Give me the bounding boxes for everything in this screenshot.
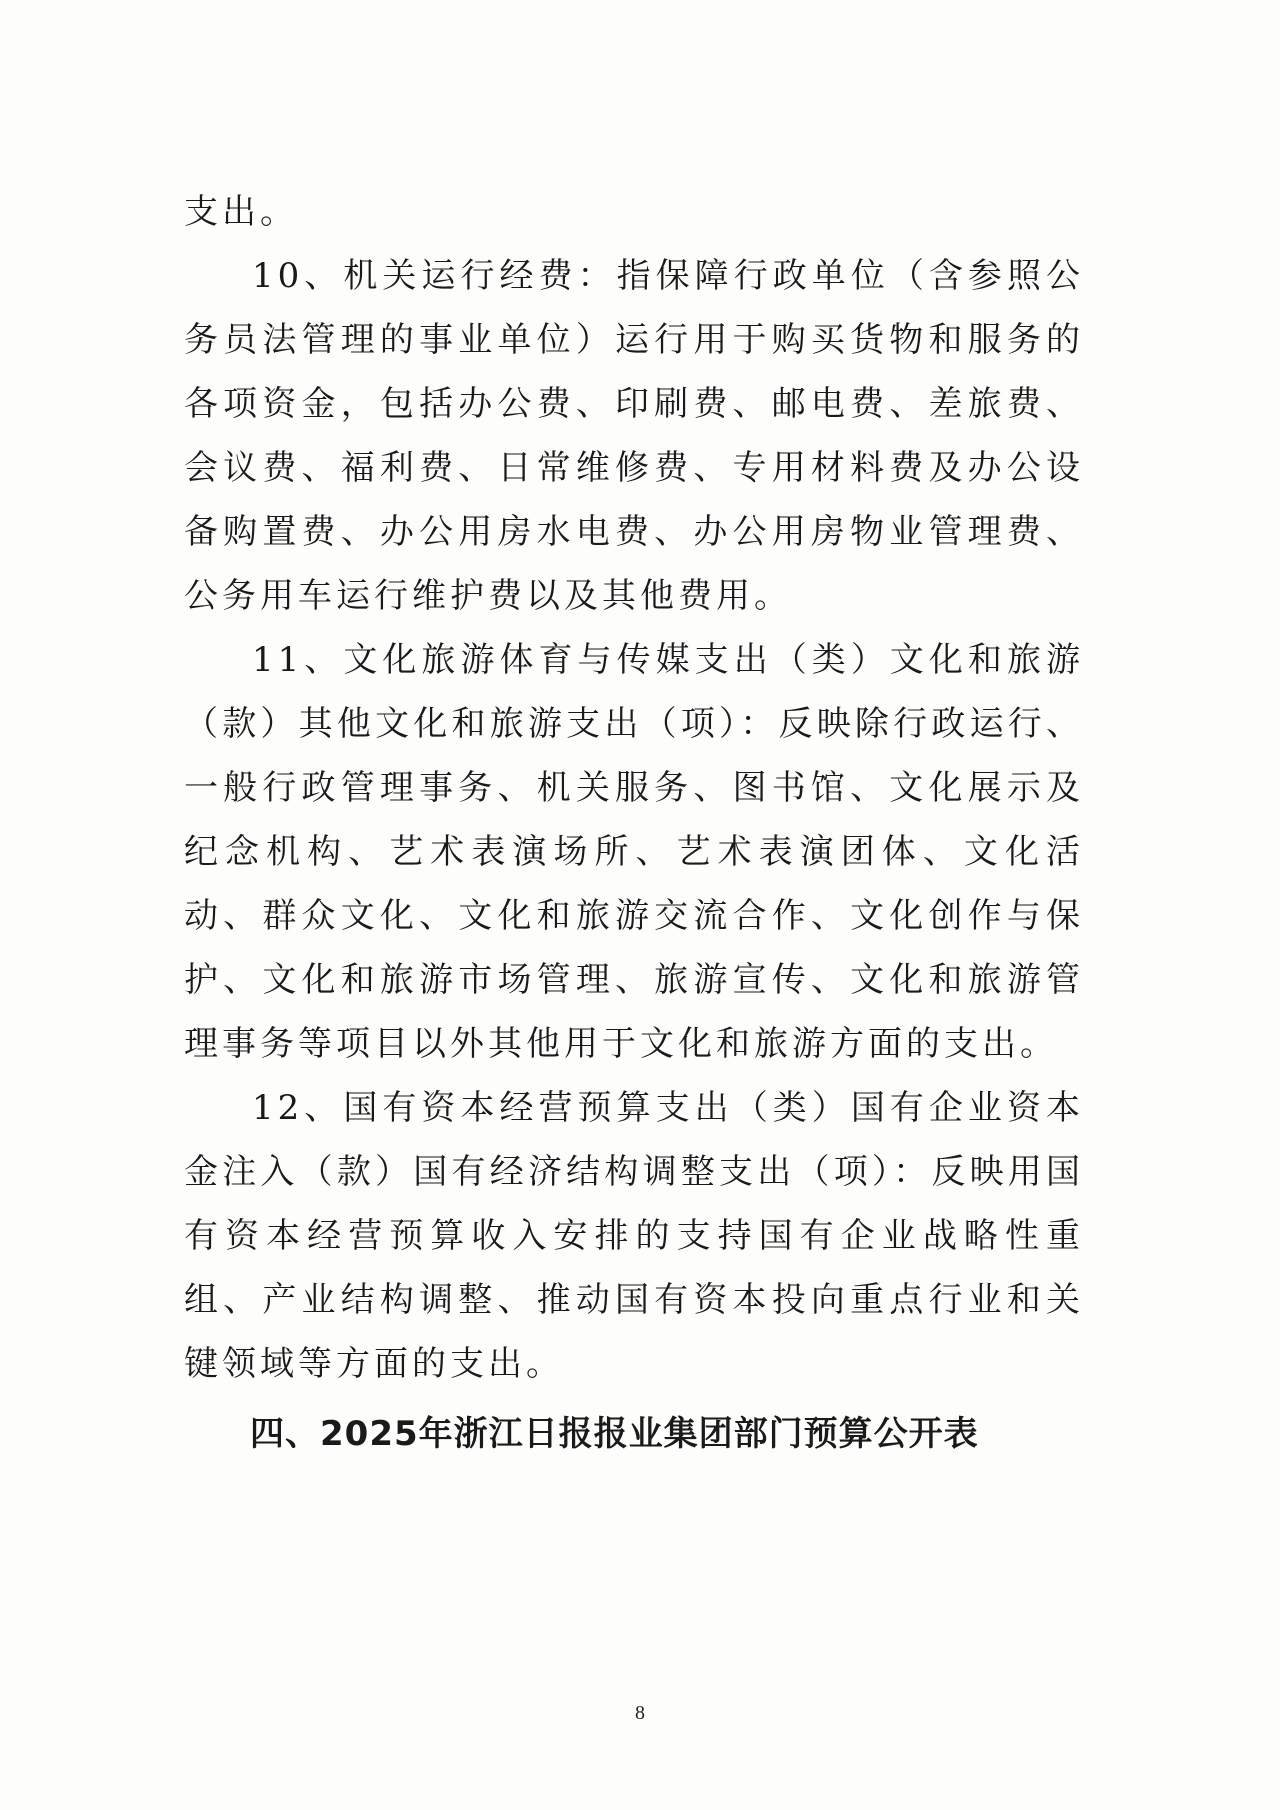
paragraph-item-11: 11、文化旅游体育与传媒支出（类）文化和旅游（款）其他文化和旅游支出（项）：反映除行政运行、一般行政管理事务、机关服务、图书馆、文化展示及纪念机构、艺术表演场所、艺术表演团体、文化活动、群众文化、文化和旅游交流合作、文化创作与保护、文化和旅游市场管理、旅游宣传、文化和旅游管理事务等项目以外其他用于文化和旅游方面的支出。 <box>184 640 1084 1064</box>
paragraph-item-10: 10、机关运行经费：指保障行政单位（含参照公务员法管理的事业单位）运行用于购买货物和服务的各项资金，包括办公费、印刷费、邮电费、差旅费、会议费、福利费、日常维修费、专用材料费及办公设备购置费、办公用房水电费、办公用房物业管理费、公务用车运行维护费以及其他费用。 <box>184 256 1084 616</box>
paragraph-continuation: 支出。 <box>184 192 298 232</box>
document-body <box>184 180 1084 1466</box>
section-heading: 四、2025年浙江日报报业集团部门预算公开表 <box>250 1414 979 1454</box>
page-number: 8 <box>635 1702 645 1724</box>
paragraph-item-12: 12、国有资本经营预算支出（类）国有企业资本金注入（款）国有经济结构调整支出（项）：反映用国有资本经营预算收入安排的支持国有企业战略性重组、产业结构调整、推动国有资本投向重点行业和关键领域等方面的支出。 <box>184 1088 1084 1384</box>
